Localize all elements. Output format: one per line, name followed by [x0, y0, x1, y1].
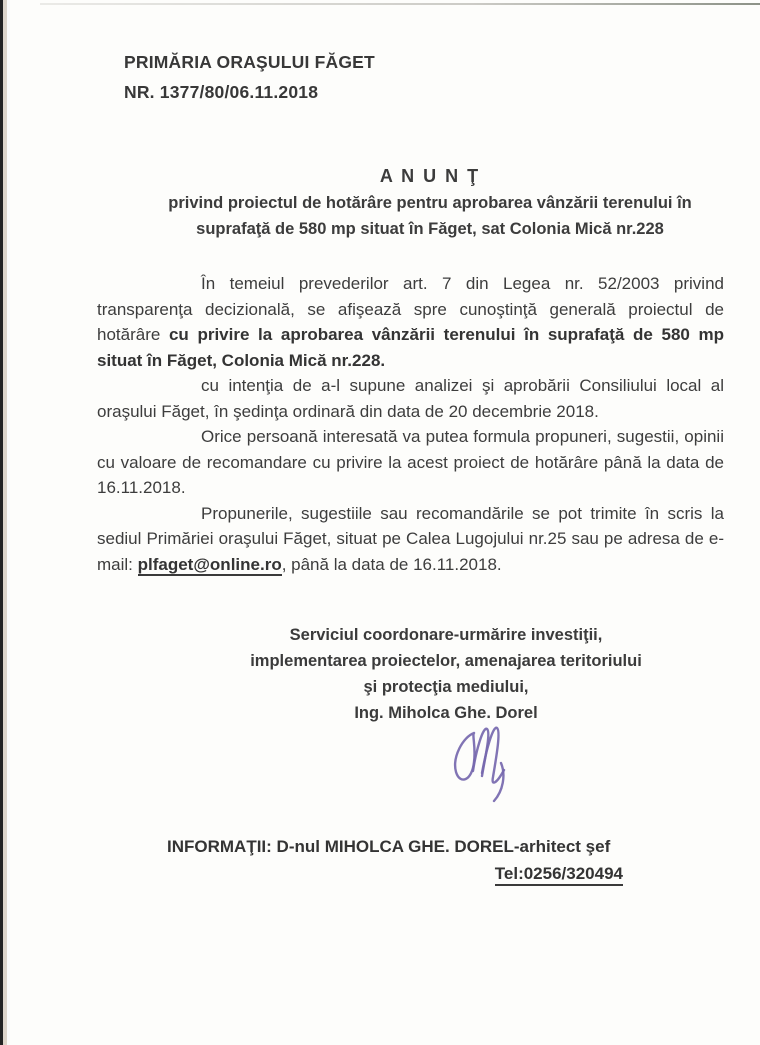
department-line1: Serviciul coordonare-urmărire investiţii, — [289, 626, 603, 644]
contact-block — [167, 833, 623, 887]
paragraph-submission-info — [97, 501, 724, 578]
registration-number: NR. 1377/80/06.11.2018 — [124, 82, 319, 102]
handwritten-signature — [443, 713, 533, 805]
document-body — [97, 271, 724, 577]
signatory-block — [168, 622, 724, 726]
signatory-name: Ing. Miholca Ghe. Dorel — [354, 704, 538, 722]
scan-top-line — [40, 3, 760, 5]
contact-info-line: INFORMAŢII: D-nul MIHOLCA GHE. DOREL-arhitect şef — [167, 837, 611, 856]
paragraph-council-session: cu intenţia de a-l supune analizei şi aprobării Consiliului local al oraşului Făget, în şedinţa ordinară din data de 20 decembrie 2018. — [97, 376, 724, 421]
paragraph-proposals-deadline: Orice persoană interesată va putea formula propuneri, sugestii, opinii cu valoare de recomandare cu privire la acest proiect de hotărâre până la data de 16.11.2018. — [97, 427, 724, 497]
letterhead — [124, 47, 375, 107]
paragraph-legal-basis — [97, 271, 724, 373]
title-block — [97, 163, 760, 242]
paragraph-submission-text-1: Propunerile, sugestiile sau recomandările se pot trimite în scris la sediul Primăriei oraşului Făget, situat pe Calea Lugojului nr.25 sau pe adresa de e-mail: — [97, 503, 724, 574]
institution-name: PRIMĂRIA ORAŞULUI FĂGET — [124, 52, 375, 72]
telephone-number: Tel:0256/320494 — [495, 864, 623, 886]
paragraph-legal-basis-bold: cu privire la aprobarea vânzării terenului în suprafaţă de 580 mp situat în Făget, Colonia Mică nr.228. — [97, 325, 724, 370]
paragraph-legal-basis-text: În temeiul prevederilor art. 7 din Legea nr. 52/2003 privind transparenţa decizională, se afişează spre cunoştinţă generală proiectul de hotărâre — [97, 274, 724, 344]
telephone-line — [167, 860, 623, 887]
document-title: A N U N Ţ — [379, 166, 481, 186]
document-subtitle-line2: suprafaţă de 580 mp situat în Făget, sat Colonia Mică nr.228 — [196, 220, 664, 238]
department-line2: implementarea proiectelor, amenajarea teritoriului — [250, 652, 642, 670]
email-address: plfaget@online.ro — [137, 554, 282, 574]
department-line3: şi protecţia mediului, — [363, 678, 529, 696]
document-subtitle-line1: privind proiectul de hotărâre pentru aprobarea vânzării terenului în — [168, 194, 692, 212]
scan-edge-left-shadow — [3, 0, 7, 1045]
paragraph-submission-text-2: , până la data de 16.11.2018. — [281, 554, 502, 574]
